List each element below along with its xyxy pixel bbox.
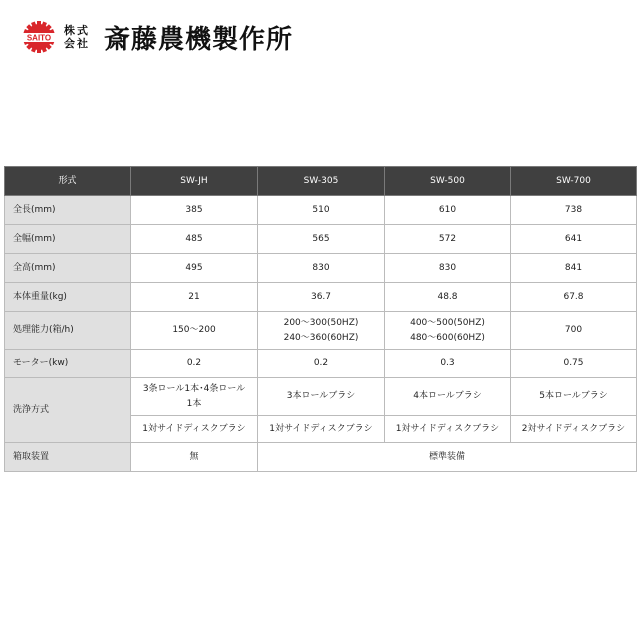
table-cell [385, 312, 511, 350]
table-cell: 67.8 [511, 283, 637, 312]
row-label-capacity: 処理能力(箱/h) [5, 312, 131, 350]
corner-header: 形式 [5, 167, 131, 196]
table-row-length [5, 196, 637, 225]
table-cell: 572 [385, 225, 511, 254]
capacity-line-50hz: 200～300(50HZ) [283, 317, 359, 328]
row-label-length: 全長(mm) [5, 196, 131, 225]
capacity-line-60hz: 480～600(60HZ) [410, 332, 485, 343]
table-cell: 4本ロールブラシ [385, 378, 511, 416]
table-cell: 無 [131, 443, 258, 472]
table-cell: 738 [511, 196, 637, 225]
table-row-box-device [5, 443, 637, 472]
table-row-weight [5, 283, 637, 312]
model-header-sw-jh: SW-JH [131, 167, 258, 196]
table-cell: 1対サイドディスクブラシ [131, 416, 258, 443]
table-cell: 2対サイドディスクブラシ [511, 416, 637, 443]
table-cell: 841 [511, 254, 637, 283]
table-cell: 36.7 [258, 283, 385, 312]
table-cell [131, 378, 258, 416]
table-cell: 標準装備 [258, 443, 637, 472]
company-name: 斎藤農機製作所 [104, 24, 294, 55]
table-cell: 0.2 [131, 350, 258, 378]
roll-line-1: 3条ロール1本･4条ロール [142, 383, 246, 394]
kabushiki-gaisha-label [64, 24, 98, 50]
company-header [22, 20, 293, 54]
table-cell: 5本ロールブラシ [511, 378, 637, 416]
capacity-line-60hz: 240～360(60HZ) [283, 332, 359, 343]
table-cell: 1対サイドディスクブラシ [385, 416, 511, 443]
kabu-line-2: 会社 [64, 37, 90, 50]
table-row-washing-roll [5, 378, 637, 416]
table-cell: 610 [385, 196, 511, 225]
row-label-width: 全幅(mm) [5, 225, 131, 254]
spec-table [4, 166, 637, 472]
table-cell: 700 [511, 312, 637, 350]
kabu-line-1: 株式 [64, 24, 90, 37]
logo-text: SAITO [26, 33, 52, 43]
table-row-height [5, 254, 637, 283]
table-cell: 0.75 [511, 350, 637, 378]
model-header-sw-500: SW-500 [385, 167, 511, 196]
table-cell: 0.2 [258, 350, 385, 378]
table-cell: 510 [258, 196, 385, 225]
table-row-width [5, 225, 637, 254]
table-cell: 150～200 [131, 312, 258, 350]
row-label-washing: 洗浄方式 [5, 378, 131, 443]
table-cell: 641 [511, 225, 637, 254]
table-cell: 3本ロールブラシ [258, 378, 385, 416]
table-cell: 0.3 [385, 350, 511, 378]
row-label-box-device: 箱取装置 [5, 443, 131, 472]
table-header-row [5, 167, 637, 196]
model-header-sw-700: SW-700 [511, 167, 637, 196]
table-cell: 485 [131, 225, 258, 254]
table-cell: 1対サイドディスクブラシ [258, 416, 385, 443]
table-cell: 830 [258, 254, 385, 283]
saito-gear-logo-icon [22, 20, 56, 54]
row-label-height: 全高(mm) [5, 254, 131, 283]
table-cell: 48.8 [385, 283, 511, 312]
table-cell: 830 [385, 254, 511, 283]
table-cell: 385 [131, 196, 258, 225]
table-cell: 565 [258, 225, 385, 254]
model-header-sw-305: SW-305 [258, 167, 385, 196]
roll-line-2: 1本 [186, 398, 202, 409]
capacity-line-50hz: 400～500(50HZ) [410, 317, 485, 328]
table-row-capacity [5, 312, 637, 350]
table-cell: 495 [131, 254, 258, 283]
table-row-motor [5, 350, 637, 378]
row-label-weight: 本体重量(kg) [5, 283, 131, 312]
table-cell: 21 [131, 283, 258, 312]
table-cell [258, 312, 385, 350]
row-label-motor: モーター(kw) [5, 350, 131, 378]
